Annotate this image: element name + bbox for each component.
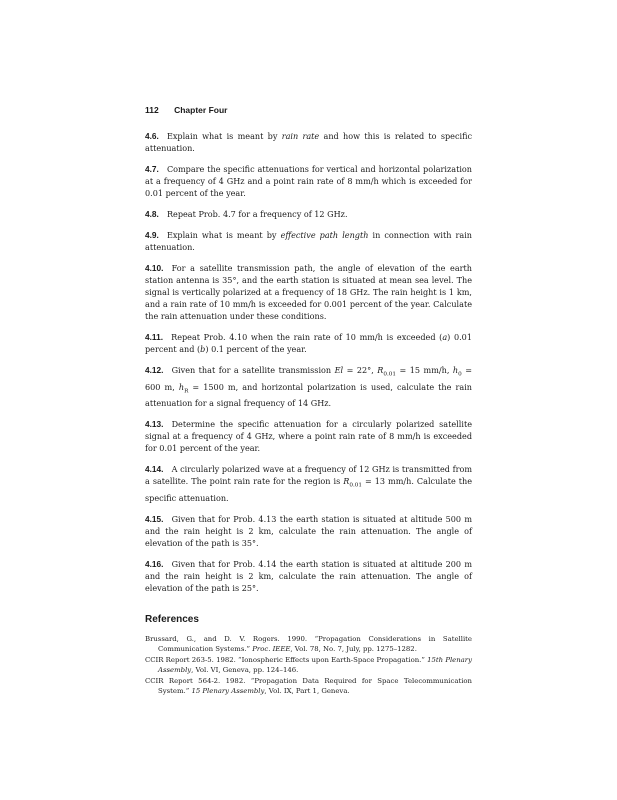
italic-run: Proc. IEEE: [252, 645, 291, 654]
italic-run: b: [200, 344, 206, 354]
problem-item: [145, 163, 472, 199]
text-run: = 600 m,: [145, 365, 473, 392]
text-run: Given that for Prob. 4.13 the earth station is situated at altitude 500 m and the rain height is 2 km, calculate the rain attenuation. The angle of elevation of the path is 35°.: [145, 513, 472, 548]
italic-run: R: [377, 365, 384, 375]
text-run: ) 0.01 percent and (: [145, 332, 472, 354]
text-run: CCIR Report 263-5. 1982. “Ionospheric Effects upon Earth-Space Propagation.”: [145, 655, 428, 664]
italic-run: h: [452, 365, 459, 375]
subscript: 0: [458, 371, 462, 378]
reference-list: [145, 634, 472, 697]
problem-number: 4.13.: [145, 419, 164, 430]
problem-number: 4.7.: [145, 164, 159, 174]
subscript: 0.01: [349, 482, 362, 489]
text-run: , Vol. 78, No. 7, July, pp. 1275–1282.: [290, 645, 417, 654]
problem-item: [145, 262, 472, 322]
problem-item: [145, 558, 472, 594]
reference-entry: [145, 676, 472, 697]
chapter-title: Chapter Four: [174, 105, 228, 115]
italic-run: R: [343, 476, 350, 487]
text-run: Explain what is meant by: [166, 230, 281, 240]
problem-item: [145, 331, 472, 355]
problem-number: 4.6.: [145, 131, 159, 141]
problem-item: [145, 418, 472, 454]
italic-run: 15th Plenary Assembly: [158, 655, 472, 675]
problem-item: [145, 208, 472, 220]
problem-number: 4.8.: [145, 209, 159, 219]
text-run: = 15 mm/h,: [396, 365, 453, 375]
problem-list: [145, 130, 472, 594]
italic-run: rain rate: [281, 131, 320, 141]
problem-item: [145, 229, 472, 253]
text-run: Repeat Prob. 4.10 when the rain rate of 10 mm/h is exceeded (: [171, 332, 443, 342]
text-run: , Vol. VI, Geneva, pp. 124–146.: [191, 666, 299, 675]
subscript: R: [184, 388, 189, 395]
text-run: Given that for a satellite transmission: [171, 365, 335, 375]
text-run: Determine the specific attenuation for a circularly polarized satellite signal at a frequency of 4 GHz, where a point rain rate of 8 mm/h is exceeded for 0.01 percent of the year.: [145, 419, 472, 454]
subscript: 0.01: [383, 371, 397, 378]
references-heading: References: [145, 613, 199, 625]
page-body: [145, 130, 472, 697]
problem-item: [145, 130, 472, 154]
page-number: 112: [145, 105, 159, 115]
italic-run: El: [334, 365, 344, 375]
problem-number: 4.12.: [145, 365, 164, 375]
problem-number: 4.9.: [145, 230, 159, 240]
text-run: Compare the specific attenuations for vertical and horizontal polarization at a frequency of 4 GHz and a point rain rate of 8 mm/h which is exceeded for 0.01 percent of the year.: [145, 164, 472, 198]
italic-run: a: [442, 332, 448, 342]
text-run: in connection with rain attenuation.: [145, 230, 473, 252]
text-run: A circularly polarized wave at a frequency of 12 GHz is transmitted from a satellite. The point rain rate for the region is: [145, 464, 472, 487]
text-run: For a satellite transmission path, the angle of elevation of the earth station antenna is 35°, and the earth station is situated at mean sea level. The signal is vertically polarized at a frequency of 18 GHz. The rain height is 1 km, and a rain rate of 10 mm/h is exceeded for 0.001 percent of the year. Calculate the rain attenuation under these conditions.: [145, 263, 472, 321]
text-run: and how this is related to specific attenuation.: [145, 131, 473, 153]
text-run: Brussard, G., and D. V. Rogers. 1990. “Propagation Considerations in Satellite Communication Systems.”: [145, 634, 472, 654]
problem-item: [145, 364, 472, 409]
text-run: = 1500 m, and horizontal polarization is used, calculate the rain attenuation for a signal frequency of 14 GHz.: [145, 381, 473, 409]
text-run: Repeat Prob. 4.7 for a frequency of 12 GHz.: [166, 209, 348, 219]
text-run: , Vol. IX, Part 1, Geneva.: [264, 687, 350, 696]
text-run: = 22°,: [343, 365, 378, 375]
problem-number: 4.11.: [145, 332, 163, 342]
problem-number: 4.15.: [145, 513, 164, 524]
text-run: = 13 mm/h. Calculate the specific attenuation.: [145, 476, 472, 503]
problem-number: 4.10.: [145, 263, 164, 273]
problem-item: [145, 463, 472, 504]
problem-number: 4.14.: [145, 464, 164, 475]
reference-entry: [145, 655, 472, 676]
italic-run: h: [178, 381, 185, 392]
problem-number: 4.16.: [145, 558, 164, 569]
text-run: CCIR Report 564-2. 1982. “Propagation Data Required for Space Telecommunication System.”: [145, 676, 472, 696]
text-run: Given that for Prob. 4.14 the earth station is situated at altitude 200 m and the rain height is 2 km, calculate the rain attenuation. The angle of elevation of the path is 25°.: [145, 558, 472, 593]
running-header: [145, 105, 227, 115]
problem-item: [145, 513, 472, 549]
text-run: Explain what is meant by: [166, 131, 282, 141]
reference-entry: [145, 634, 472, 655]
italic-run: effective path length: [280, 230, 369, 240]
text-run: ) 0.1 percent of the year.: [205, 344, 307, 354]
italic-run: 15 Plenary Assembly: [191, 687, 265, 696]
